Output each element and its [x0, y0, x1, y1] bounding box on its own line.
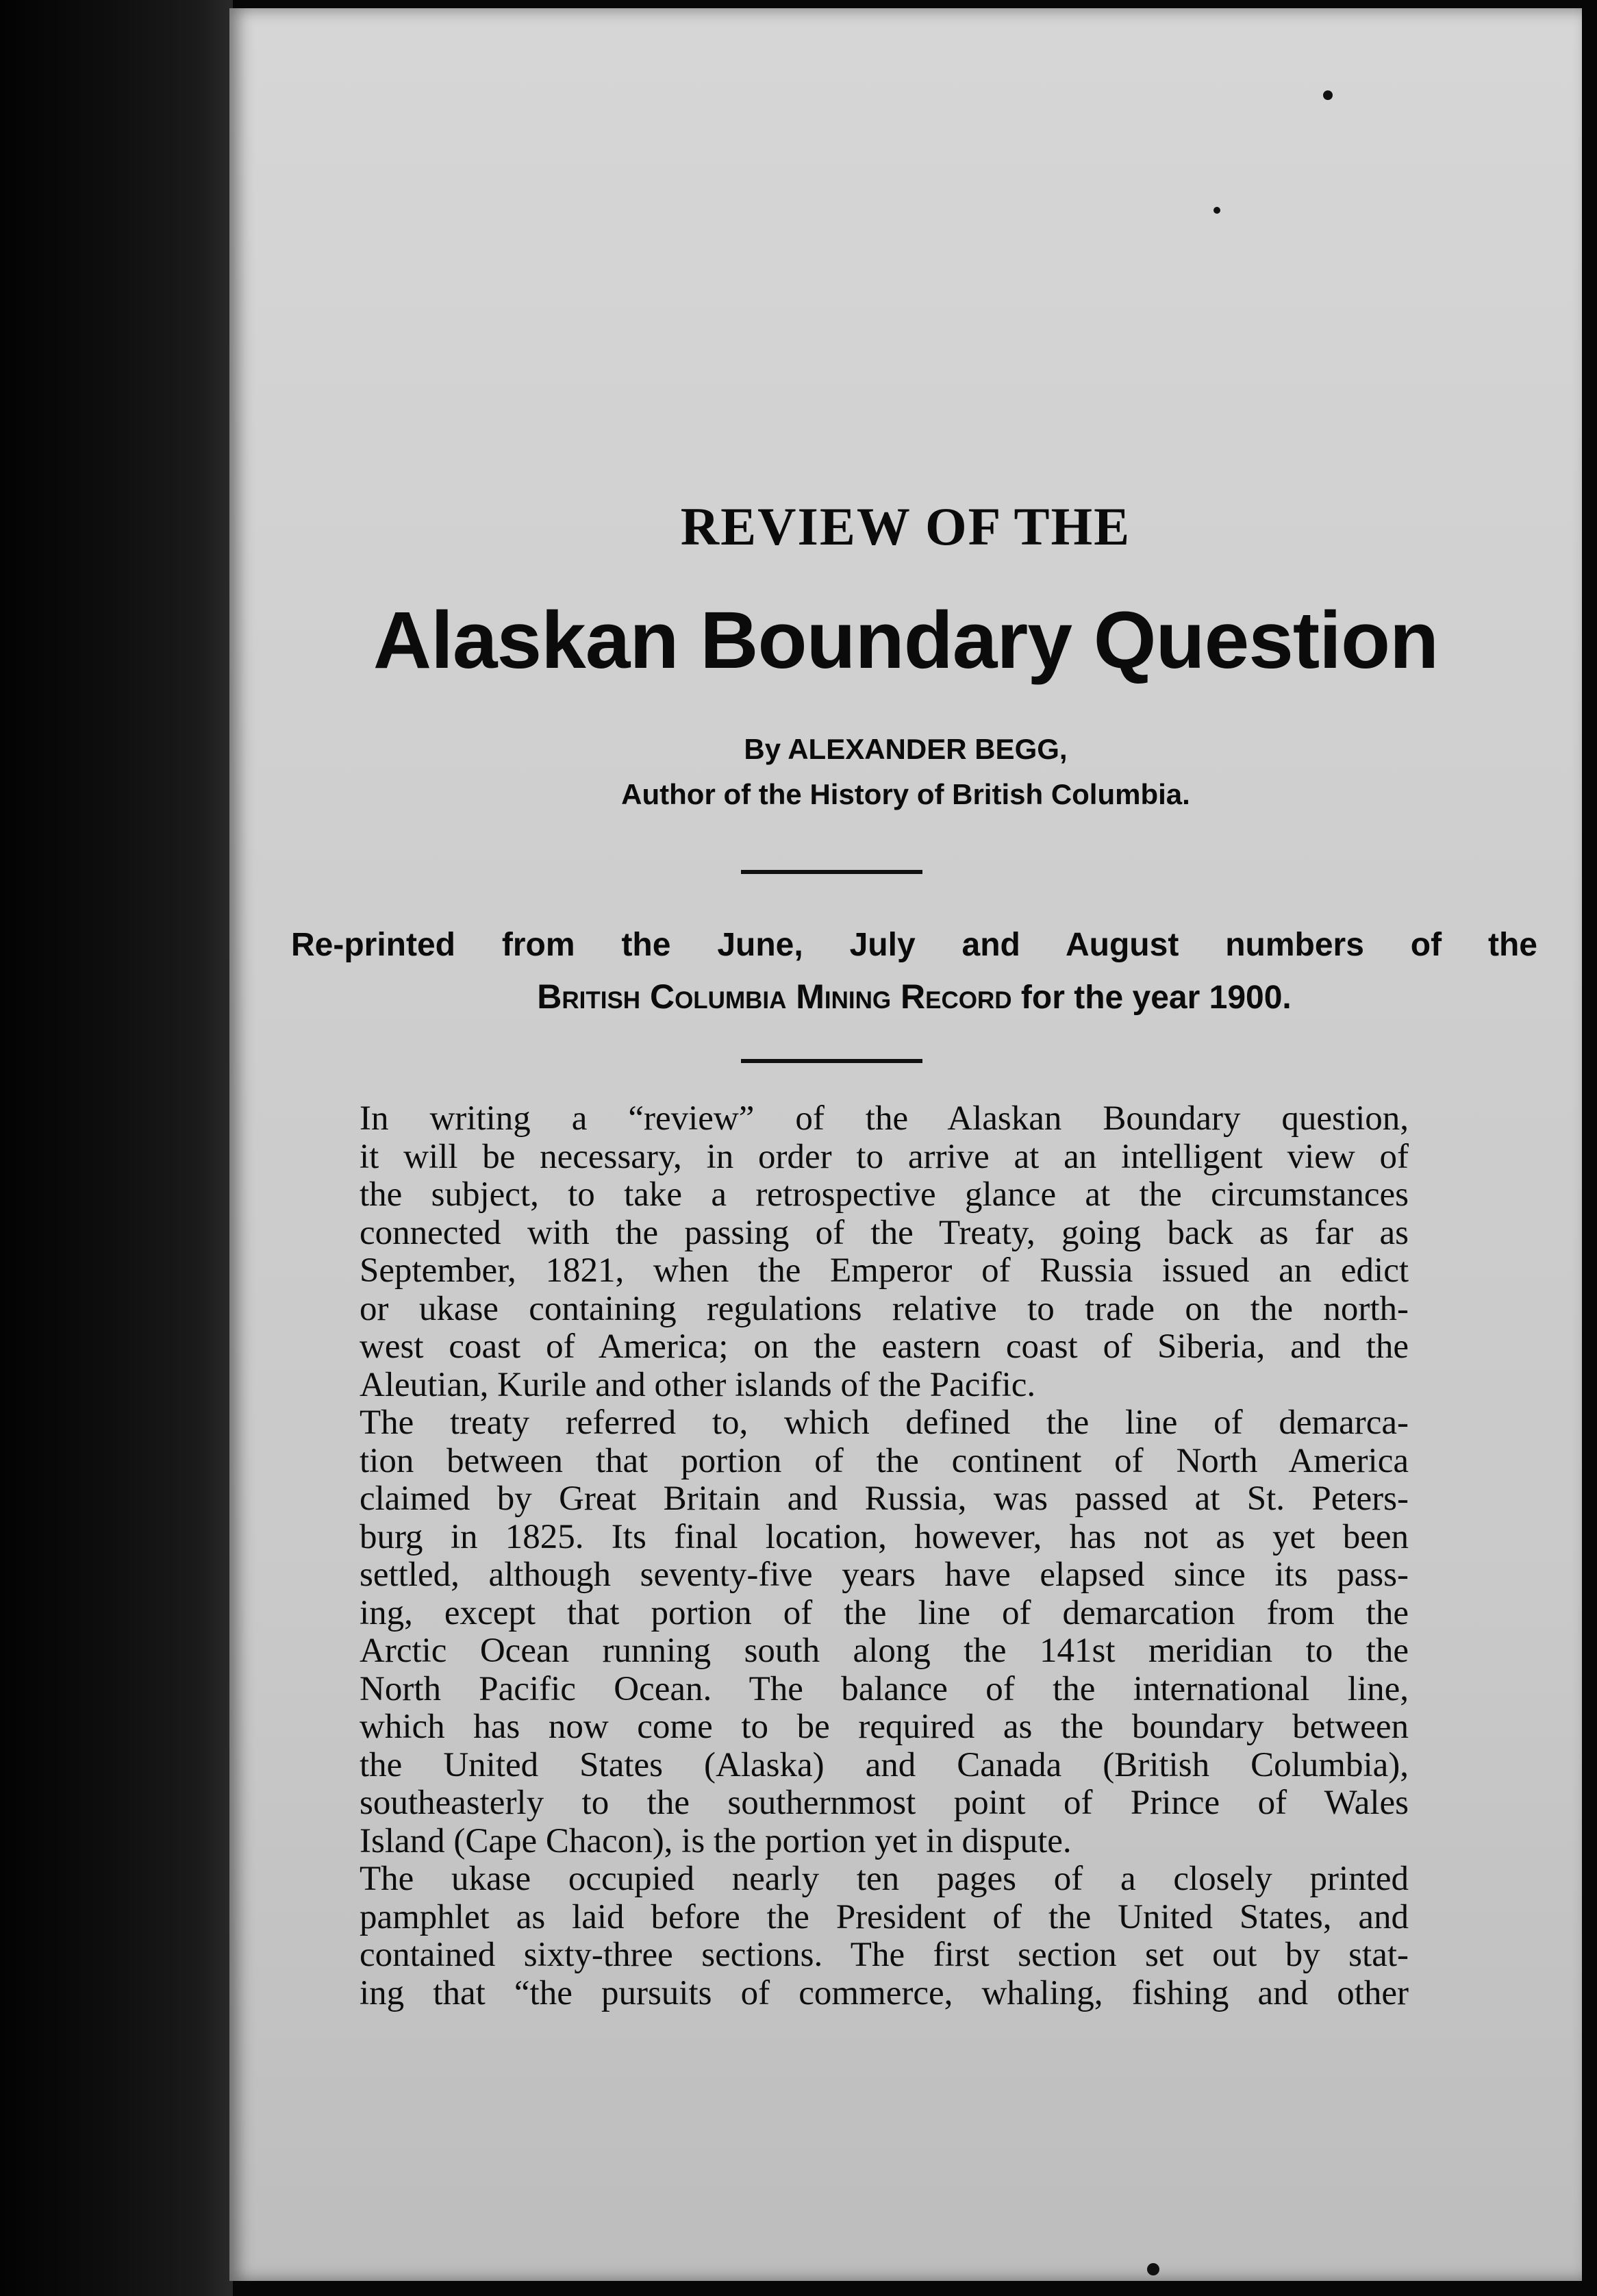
text-line: The treaty referred to, which defined the line of demarca- — [360, 1403, 1409, 1442]
binding-edge — [0, 0, 233, 2296]
text-line: Aleutian, Kurile and other islands of the Pacific. — [360, 1365, 1036, 1404]
publication-name: British Columbia Mining Record — [537, 977, 1012, 1016]
text-line: connected with the passing of the Treaty, going back as far as — [360, 1213, 1409, 1252]
author-byline: By ALEXANDER BEGG, — [744, 733, 1068, 765]
text-line: In writing a “review” of the Alaskan Boundary question, — [360, 1099, 1409, 1138]
text-line: Island (Cape Chacon), is the portion yet in dispute. — [360, 1821, 1072, 1860]
paragraph-1 — [279, 1100, 1409, 1404]
text-line: pamphlet as laid before the President of the United States, and — [360, 1897, 1409, 1936]
text-line: contained sixty-three sections. The first section set out by stat- — [360, 1936, 1409, 1974]
text-line: ing, except that portion of the line of demarcation from the — [360, 1593, 1409, 1632]
text-line: the subject, to take a retrospective glance at the circumstances — [360, 1175, 1409, 1214]
document-page — [229, 8, 1582, 2281]
text-line: settled, although seventy-five years have elapsed since its pass- — [360, 1556, 1409, 1594]
document-title: Alaskan Boundary Question — [373, 595, 1439, 686]
text-line: ing that “the pursuits of commerce, whaling, fishing and other — [360, 1973, 1409, 2012]
reprint-year: for the year 1900. — [1011, 979, 1292, 1016]
text-line: tion between that portion of the continent of North America — [360, 1441, 1409, 1480]
reprint-note-line-2 — [291, 977, 1537, 1016]
scan-speck — [1323, 90, 1333, 100]
scan-speck — [1214, 207, 1220, 214]
paragraph-3 — [279, 1860, 1409, 2012]
text-line: claimed by Great Britain and Russia, was passed at St. Peters- — [360, 1480, 1409, 1518]
reprint-note-line-1: Re-printed from the June, July and August numbers of the — [291, 927, 1537, 963]
divider-rule — [741, 870, 922, 874]
body-text — [279, 1100, 1409, 2012]
text-line: The ukase occupied nearly ten pages of a closely printed — [360, 1860, 1409, 1898]
text-line: September, 1821, when the Emperor of Russia issued an edict — [360, 1251, 1409, 1290]
text-line: burg in 1825. Its final location, however, has not as yet been — [360, 1517, 1409, 1556]
text-line: the United States (Alaska) and Canada (British Columbia), — [360, 1745, 1409, 1784]
text-line: North Pacific Ocean. The balance of the international line, — [360, 1669, 1409, 1708]
scan-speck — [1147, 2263, 1159, 2275]
divider-rule — [741, 1059, 922, 1063]
paragraph-2 — [279, 1404, 1409, 1860]
text-line: southeasterly to the southernmost point of Prince of Wales — [360, 1784, 1409, 1822]
text-line: it will be necessary, in order to arrive at an intelligent view of — [360, 1137, 1409, 1176]
text-line: west coast of America; on the eastern coast of Siberia, and the — [360, 1327, 1409, 1366]
text-line: which has now come to be required as the boundary between — [360, 1708, 1409, 1746]
text-line: Arctic Ocean running south along the 141st meridian to the — [360, 1632, 1409, 1670]
text-line: or ukase containing regulations relative to trade on the north- — [360, 1289, 1409, 1328]
author-description: Author of the History of British Columbia. — [621, 778, 1190, 810]
title-kicker: REVIEW OF THE — [680, 497, 1131, 556]
